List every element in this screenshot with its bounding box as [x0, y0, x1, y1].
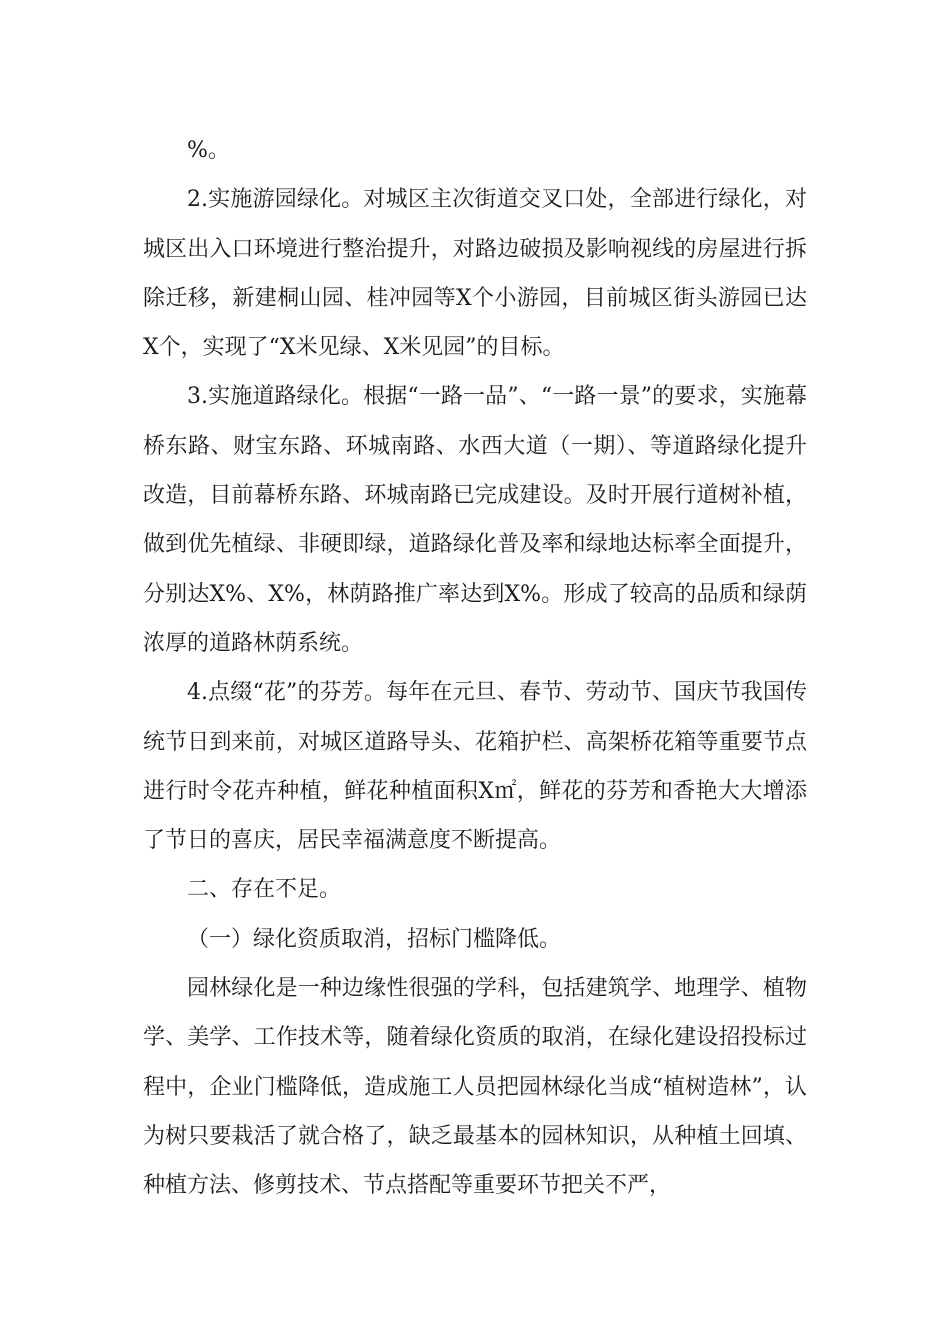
section-heading-shortcomings: 二、存在不足。: [187, 877, 342, 903]
subsection-heading-qualification: （一）绿化资质取消，招标门槛降低。: [187, 926, 562, 952]
paragraph-landscape-discipline: 园林绿化是一种边缘性很强的学科，包括建筑学、地理学、植物学、美学、工作技术等，随着绿化资质的取消，在绿化建设招投标过程中，企业门槛降低，造成施工人员把园林绿化当成“植树造林”，认为树只要栽活了就合格了，缺乏最基本的园林知识，从种植土回填、种植方法、修剪技术、节点搭配等重要环节把关不严，: [143, 976, 807, 1199]
paragraph-continuation: %。: [187, 138, 230, 163]
paragraph-road-greening: 3.实施道路绿化。根据“一路一品”、“一路一景”的要求，实施幕桥东路、财宝东路、环城南路、水西大道（一期）、等道路绿化提升改造，目前幕桥东路、环城南路已完成建设。及时开展行道树补植，做到优先植绿、非硬即绿，道路绿化普及率和绿地达标率全面提升，分别达X%、X%，林荫路推广率达到X%。形成了较高的品质和绿荫浓厚的道路林荫系统。: [143, 384, 807, 656]
document-body: [143, 126, 807, 1211]
paragraph-flower-decoration: 4.点缀“花”的芬芳。每年在元旦、春节、劳动节、国庆节我国传统节日到来前，对城区道路导头、花箱护栏、高架桥花箱等重要节点进行时令花卉种植，鲜花种植面积X㎡，鲜花的芬芳和香艳大大增添了节日的喜庆，居民幸福满意度不断提高。: [143, 680, 807, 854]
paragraph-park-greening: 2.实施游园绿化。对城区主次街道交叉口处，全部进行绿化，对城区出入口环境进行整治提升，对路边破损及影响视线的房屋进行拆除迁移，新建桐山园、桂冲园等X个小游园，目前城区街头游园已达X个，实现了“X米见绿、X米见园”的目标。: [143, 187, 807, 361]
